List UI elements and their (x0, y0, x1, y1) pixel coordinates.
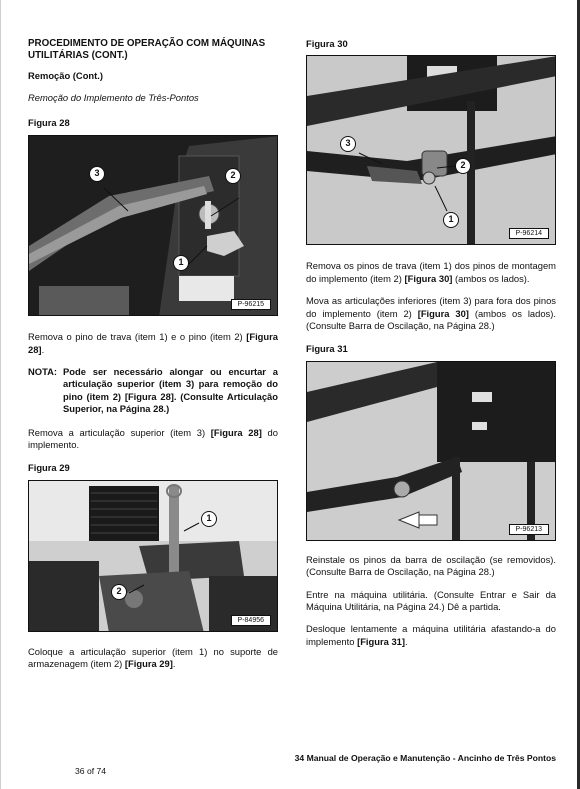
page-counter: 36 of 74 (75, 766, 107, 776)
fig30-callout-2: 2 (455, 158, 471, 174)
fig28-callout-2: 2 (225, 168, 241, 184)
figure-30-image (306, 55, 556, 245)
sub-subsection-title: Remoção do Implemento de Três-Pontos (28, 92, 199, 104)
fig28-callout-1: 1 (173, 255, 189, 271)
fig29-callout-2: 2 (111, 584, 127, 600)
figure-28-caption: Figura 28 (28, 116, 70, 128)
left-paragraph-3: Coloque a articulação superior (item 1) no suporte de armazenagem (item 2) [Figura 29]. (28, 645, 278, 670)
figure-28-illustration (29, 136, 278, 316)
right-paragraph-3: Reinstale os pinos da barra de oscilação (se removidos). (Consulte Barra de Oscilação, na Página 28.) (306, 553, 556, 578)
note-text: Pode ser necessário alongar ou encurtar a articulação superior (item 3) para remoção do pino (item 2) [Figura 28]. (Consulte Articulação Superior, na Página 28.) (63, 366, 278, 415)
left-column (28, 38, 278, 671)
figure-29-illustration (29, 481, 278, 632)
figure-31-illustration (307, 362, 556, 541)
right-paragraph-4: Entre na máquina utilitária. (Consulte Entrar e Sair da Máquina Utilitária, na Página 24.) Dê a partida. (306, 588, 556, 613)
section-title: PROCEDIMENTO DE OPERAÇÃO COM MÁQUINAS UTILITÁRIAS (CONT.) (28, 38, 266, 61)
figure-29-image (28, 480, 278, 632)
figure-29-code: P-84956 (231, 615, 271, 626)
right-paragraph-2: Mova as articulações inferiores (item 3) para fora dos pinos do implemento (item 2) [Figura 30] (ambos os lados). (Consulte Barra de Oscilação, na Página 28.) (306, 295, 556, 332)
note-label: NOTA: (28, 366, 57, 378)
figure-31-image (306, 361, 556, 541)
fig28-callout-3: 3 (89, 166, 105, 182)
note-block (28, 366, 278, 416)
right-paragraph-1: Remova os pinos de trava (item 1) dos pinos de montagem do implemento (item 2) [Figura 30] (ambos os lados). (306, 260, 556, 284)
subsection-title: Remoção (Cont.) (28, 70, 103, 81)
fig30-callout-3: 3 (340, 136, 356, 152)
figure-29-caption: Figura 29 (28, 462, 70, 474)
figure-30-caption: Figura 30 (306, 38, 348, 49)
right-paragraph-5: Desloque lentamente a máquina utilitária afastando-a do implemento [Figura 31]. (306, 623, 556, 647)
figure-31-code: P-96213 (509, 524, 549, 535)
figure-30-code: P-96214 (509, 228, 549, 239)
figure-28-code: P-96215 (231, 299, 271, 310)
footer-manual-title: 34 Manual de Operação e Manutenção - Ancinho de Três Pontos (294, 753, 556, 763)
figure-31-caption: Figura 31 (306, 343, 348, 355)
right-column (306, 38, 556, 648)
figure-28-image (28, 135, 278, 316)
left-paragraph-1: Remova o pino de trava (item 1) e o pino (item 2) [Figura 28]. (28, 331, 278, 355)
left-paragraph-2: Remova a articulação superior (item 3) [Figura 28] do implemento. (28, 426, 278, 451)
fig30-callout-1: 1 (443, 212, 459, 228)
fig29-callout-1: 1 (201, 511, 217, 527)
